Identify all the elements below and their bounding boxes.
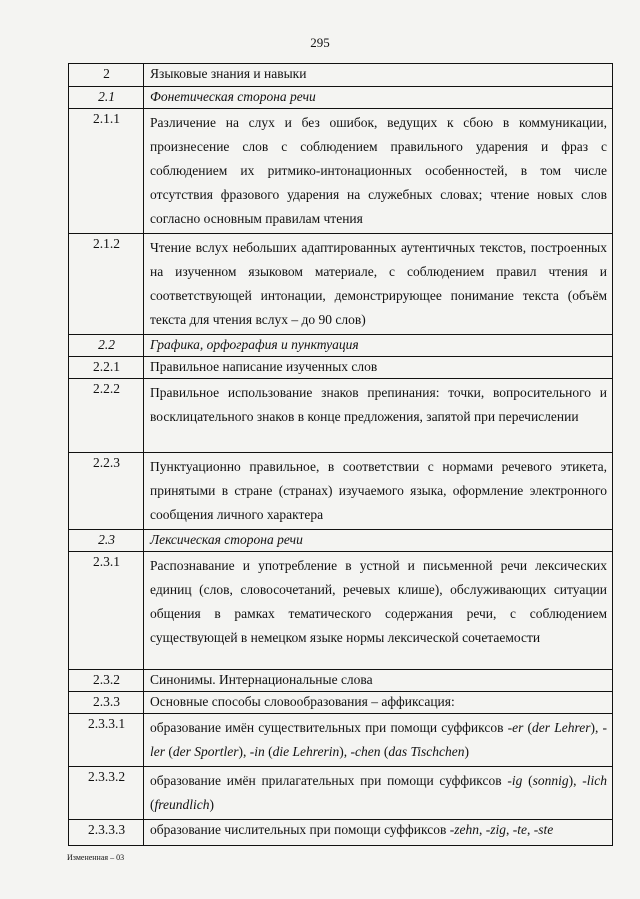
- suffix-example: sonnig: [532, 773, 569, 788]
- row-number: 2.3.3: [69, 692, 144, 714]
- row-text: Графика, орфография и пунктуация: [144, 335, 613, 357]
- row-text: Правильное написание изученных слов: [144, 357, 613, 379]
- footer-note: Измененная – 03: [67, 853, 125, 862]
- row-text: Основные способы словообразования – аффиксация:: [144, 692, 613, 714]
- table-row: [69, 692, 613, 714]
- row-text: Правильное использование знаков препинания: точки, вопросительного и восклицательного знаков в конце предложения, запятой при перечислении: [144, 379, 613, 453]
- row-text: Чтение вслух небольших адаптированных аутентичных текстов, построенных на изученном языковом материале, с соблюдением правил чтения и соответствующей интонации, демонстрирующее понимание текста (объём текста для чтения вслух – до 90 слов): [144, 234, 613, 335]
- row-number: 2.3: [69, 530, 144, 552]
- row-number: 2.1.1: [69, 109, 144, 234]
- row-text: образование имён прилагательных при помощи суффиксов -ig (sonnig), -lich (freundlich): [144, 767, 613, 820]
- table-row: [69, 64, 613, 87]
- suffix: -zig: [485, 822, 506, 837]
- table-row: [69, 453, 613, 530]
- row-number: 2.3.1: [69, 552, 144, 670]
- suffix: -ig: [507, 773, 523, 788]
- row-number: 2.2.3: [69, 453, 144, 530]
- row-text: Распознавание и употребление в устной и письменной речи лексических единиц (слов, словосочетаний, речевых клише), обслуживающих ситуации общения в рамках тематического содержания речи, с соблюдением существующей в немецком языке нормы лексической сочетаемости: [144, 552, 613, 670]
- row-text: Синонимы. Интернациональные слова: [144, 670, 613, 692]
- page-number: 295: [310, 35, 330, 50]
- suffix-example: freundlich: [154, 797, 210, 812]
- curriculum-table: [68, 63, 613, 846]
- suffix: -ste: [533, 822, 554, 837]
- row-text: Лексическая сторона речи: [144, 530, 613, 552]
- row-number: 2.3.3.3: [69, 820, 144, 846]
- suffix: -ler: [150, 720, 608, 759]
- table-row: [69, 87, 613, 109]
- suffix: -te: [512, 822, 527, 837]
- row-number: 2.2: [69, 335, 144, 357]
- row-text: Различение на слух и без ошибок, ведущих к сбою в коммуникации, произнесение слов с соблюдением правильного ударения и фраз с соблюдением их ритмико-интонационных особенностей, в том числе отсутствия фразового ударения на служебных словах; чтение новых слов согласно основным правилам чтения: [144, 109, 613, 234]
- row-number: 2.3.2: [69, 670, 144, 692]
- table-row: [69, 379, 613, 453]
- affix-lead: образование имён прилагательных при помощи суффиксов: [150, 773, 508, 788]
- table-row: [69, 820, 613, 846]
- row-number: 2.2.2: [69, 379, 144, 453]
- suffix-example: der Lehrer: [532, 720, 591, 735]
- row-text: Пунктуационно правильное, в соответствии с нормами речевого этикета, принятыми в стране (странах) изучаемого языка, оформление электронного сообщения личного характера: [144, 453, 613, 530]
- row-text: Языковые знания и навыки: [144, 64, 613, 87]
- table-row: [69, 357, 613, 379]
- table-row: [69, 670, 613, 692]
- table-row: [69, 552, 613, 670]
- row-text: образование числительных при помощи суффиксов -zehn, -zig, -te, -ste: [144, 820, 613, 846]
- table-row: [69, 234, 613, 335]
- row-number: 2.3.3.1: [69, 714, 144, 767]
- row-number: 2.1.2: [69, 234, 144, 335]
- table-row: [69, 109, 613, 234]
- table-row: [69, 530, 613, 552]
- suffix: -er: [507, 720, 524, 735]
- suffix: -zehn: [449, 822, 479, 837]
- affix-lead: образование имён существительных при помощи суффиксов: [150, 720, 508, 735]
- suffix: -in: [249, 744, 265, 759]
- table-row: [69, 767, 613, 820]
- table-row: [69, 714, 613, 767]
- suffix-example: der Sportler: [172, 744, 239, 759]
- affix-lead: образование числительных при помощи суффиксов: [150, 822, 450, 837]
- row-number: 2.3.3.2: [69, 767, 144, 820]
- suffix-example: die Lehrerin: [272, 744, 340, 759]
- row-number: 2: [69, 64, 144, 87]
- table-row: [69, 335, 613, 357]
- row-number: 2.2.1: [69, 357, 144, 379]
- row-number: 2.1: [69, 87, 144, 109]
- suffix-example: das Tischchen: [388, 744, 465, 759]
- suffix: -lich: [582, 773, 607, 788]
- row-text: Фонетическая сторона речи: [144, 87, 613, 109]
- row-text: образование имён существительных при помощи суффиксов -er (der Lehrer), -ler (der Sportler), -in (die Lehrerin), -chen (das Tischchen): [144, 714, 613, 767]
- suffix: -chen: [350, 744, 381, 759]
